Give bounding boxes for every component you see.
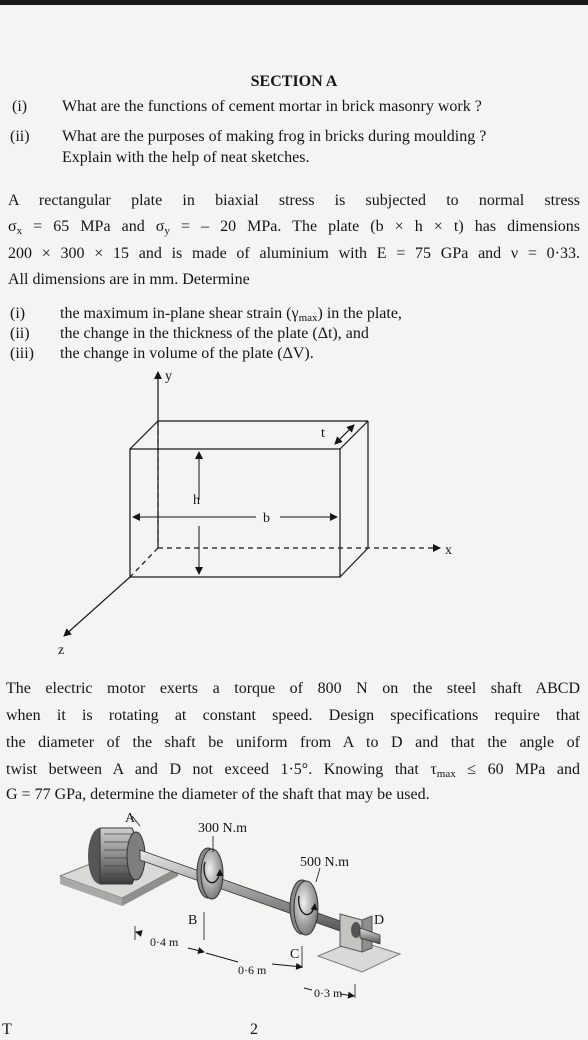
q2-text-line4: All dimensions are in mm. Determine bbox=[8, 271, 250, 288]
dim-ab-arrow-right bbox=[188, 948, 204, 952]
q3-text-line1: The electric motor exerts a torque of 800 N on the steel shaft ABCD bbox=[6, 680, 580, 697]
q2-item-1-number: (i) bbox=[10, 305, 26, 322]
page-number: 2 bbox=[250, 1021, 258, 1038]
q1-i-number: (i) bbox=[12, 98, 28, 115]
dim-cd-arrow-left bbox=[304, 988, 312, 990]
dim-ab-arrow-left bbox=[136, 932, 140, 933]
point-a-label: A bbox=[125, 811, 136, 826]
point-c-label: C bbox=[290, 947, 300, 962]
q2-text-line3: 200 × 300 × 15 and is made of aluminium with E = 75 GPa and ν = 0·33. bbox=[8, 245, 580, 262]
q2-item-2-text: the change in the thickness of the plate (Δt), and bbox=[60, 325, 369, 342]
x-axis-label: x bbox=[445, 543, 452, 558]
q3-text-line4: twist between A and D not exceed 1·5°. Knowing that $\tau_{max} \le 60$ MPa and bbox=[6, 761, 581, 780]
bearing-d-bore bbox=[351, 922, 361, 938]
q2-item-3-number: (iii) bbox=[10, 345, 34, 362]
dim-bc-label: 0·6 m bbox=[238, 963, 267, 977]
q1-ii-number: (ii) bbox=[10, 128, 30, 145]
point-b-label: B bbox=[188, 913, 198, 928]
section-heading: SECTION A bbox=[250, 73, 338, 90]
q2-text-line2: $\sigma_x = 65$ MPa and $\sigma_y$ = – 20 MPa. The plate (b × h × t) has dimensions bbox=[8, 218, 580, 237]
q2-text-line1: A rectangular plate in biaxial stress is subjected to normal stress bbox=[8, 192, 580, 209]
footer-left-mark: T bbox=[2, 1021, 12, 1038]
dim-cd-label: 0·3 m bbox=[314, 986, 343, 1000]
torque-c-leader bbox=[316, 868, 320, 882]
b-label: b bbox=[263, 511, 270, 526]
t-label: t bbox=[321, 426, 325, 441]
point-d-label: D bbox=[374, 913, 385, 928]
dim-ab-label: 0·4 m bbox=[150, 935, 179, 949]
q1-ii-text-line1: What are the purposes of making frog in bricks during moulding ? bbox=[62, 128, 487, 145]
q2-item-2-number: (ii) bbox=[10, 325, 30, 342]
z-axis-label: z bbox=[58, 643, 65, 658]
q2-item-3-text: the change in volume of the plate (ΔV). bbox=[60, 345, 314, 362]
q1-i-text: What are the functions of cement mortar in brick masonry work ? bbox=[62, 98, 482, 115]
q3-text-line2: when it is rotating at constant speed. Design specifications require that bbox=[6, 707, 580, 724]
torque-c-label: 500 N.m bbox=[300, 855, 349, 870]
torque-b-label: 300 N.m bbox=[198, 821, 247, 836]
h-label: h bbox=[193, 493, 200, 508]
q3-text-line3: the diameter of the shaft be uniform from A to D and that the angle of bbox=[6, 734, 580, 751]
q3-text-line5: G = 77 GPa, determine the diameter of the shaft that may be used. bbox=[6, 786, 430, 803]
q1-ii-text-line2: Explain with the help of neat sketches. bbox=[62, 149, 310, 166]
dim-bc-arrow-right bbox=[272, 964, 302, 967]
dim-bc-line bbox=[206, 953, 238, 962]
q2-item-1-text: the maximum in-plane shear strain $(\gamma_{max})$ in the plate, bbox=[60, 305, 402, 324]
y-axis-label: y bbox=[165, 369, 172, 384]
